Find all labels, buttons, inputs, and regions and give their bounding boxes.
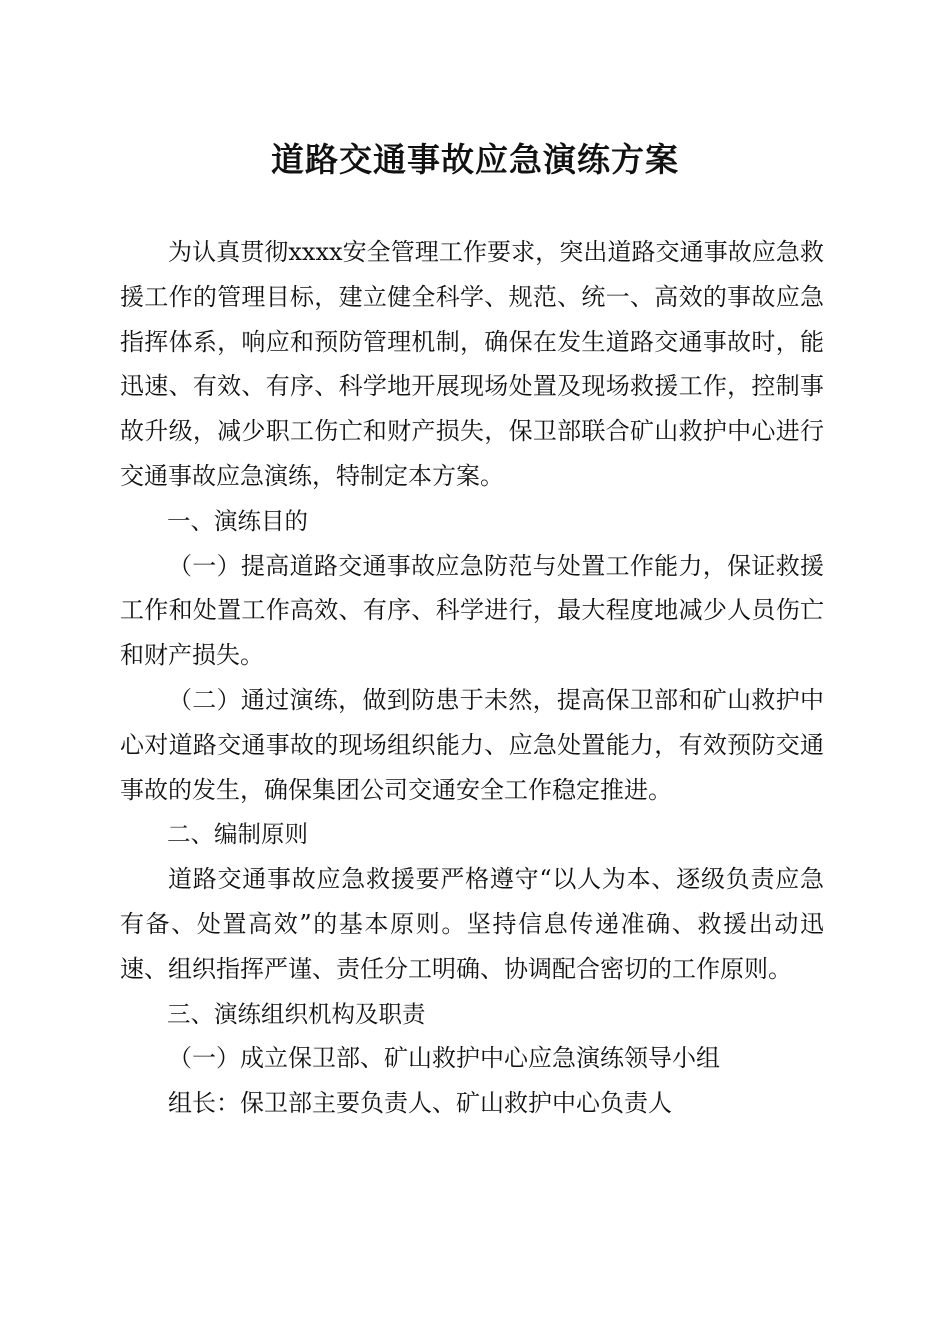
- principles-paragraph: 道路交通事故应急救援要严格遵守“以人为本、逐级负责应急有备、处置高效”的基本原则。坚持信息传递准确、救援出动迅速、组织指挥严谨、责任分工明确、协调配合密切的工作原则。: [120, 865, 824, 983]
- section-heading-purpose: 一、演练目的: [167, 506, 308, 535]
- intro-paragraph: 为认真贯彻xxxx安全管理工作要求，突出道路交通事故应急救援工作的管理目标，建立健全科学、规范、统一、高效的事故应急指挥体系，响应和预防管理机制，确保在发生道路交通事故时，能迅速、有效、有序、科学地开展现场处置及现场救援工作，控制事故升级，减少职工伤亡和财产损失，保卫部联合矿山救护中心进行交通事故应急演练，特制定本方案。: [120, 238, 824, 490]
- organization-leader-line: 组长：保卫部主要负责人、矿山救护中心负责人: [168, 1089, 672, 1118]
- purpose-paragraph-1: （一）提高道路交通事故应急防范与处置工作能力，保证救援工作和处置工作高效、有序、科学进行，最大程度地减少人员伤亡和财产损失。: [120, 551, 824, 670]
- section-heading-principles: 二、编制原则: [167, 820, 308, 849]
- document-title: 道路交通事故应急演练方案: [271, 140, 679, 179]
- purpose-paragraph-2: （二）通过演练，做到防患于未然，提高保卫部和矿山救护中心对道路交通事故的现场组织能力、应急处置能力，有效预防交通事故的发生，确保集团公司交通安全工作稳定推进。: [120, 685, 824, 804]
- organization-subheading: （一）成立保卫部、矿山救护中心应急演练领导小组: [168, 1044, 720, 1073]
- document-body: [120, 230, 824, 1126]
- section-heading-organization: 三、演练组织机构及职责: [167, 999, 426, 1028]
